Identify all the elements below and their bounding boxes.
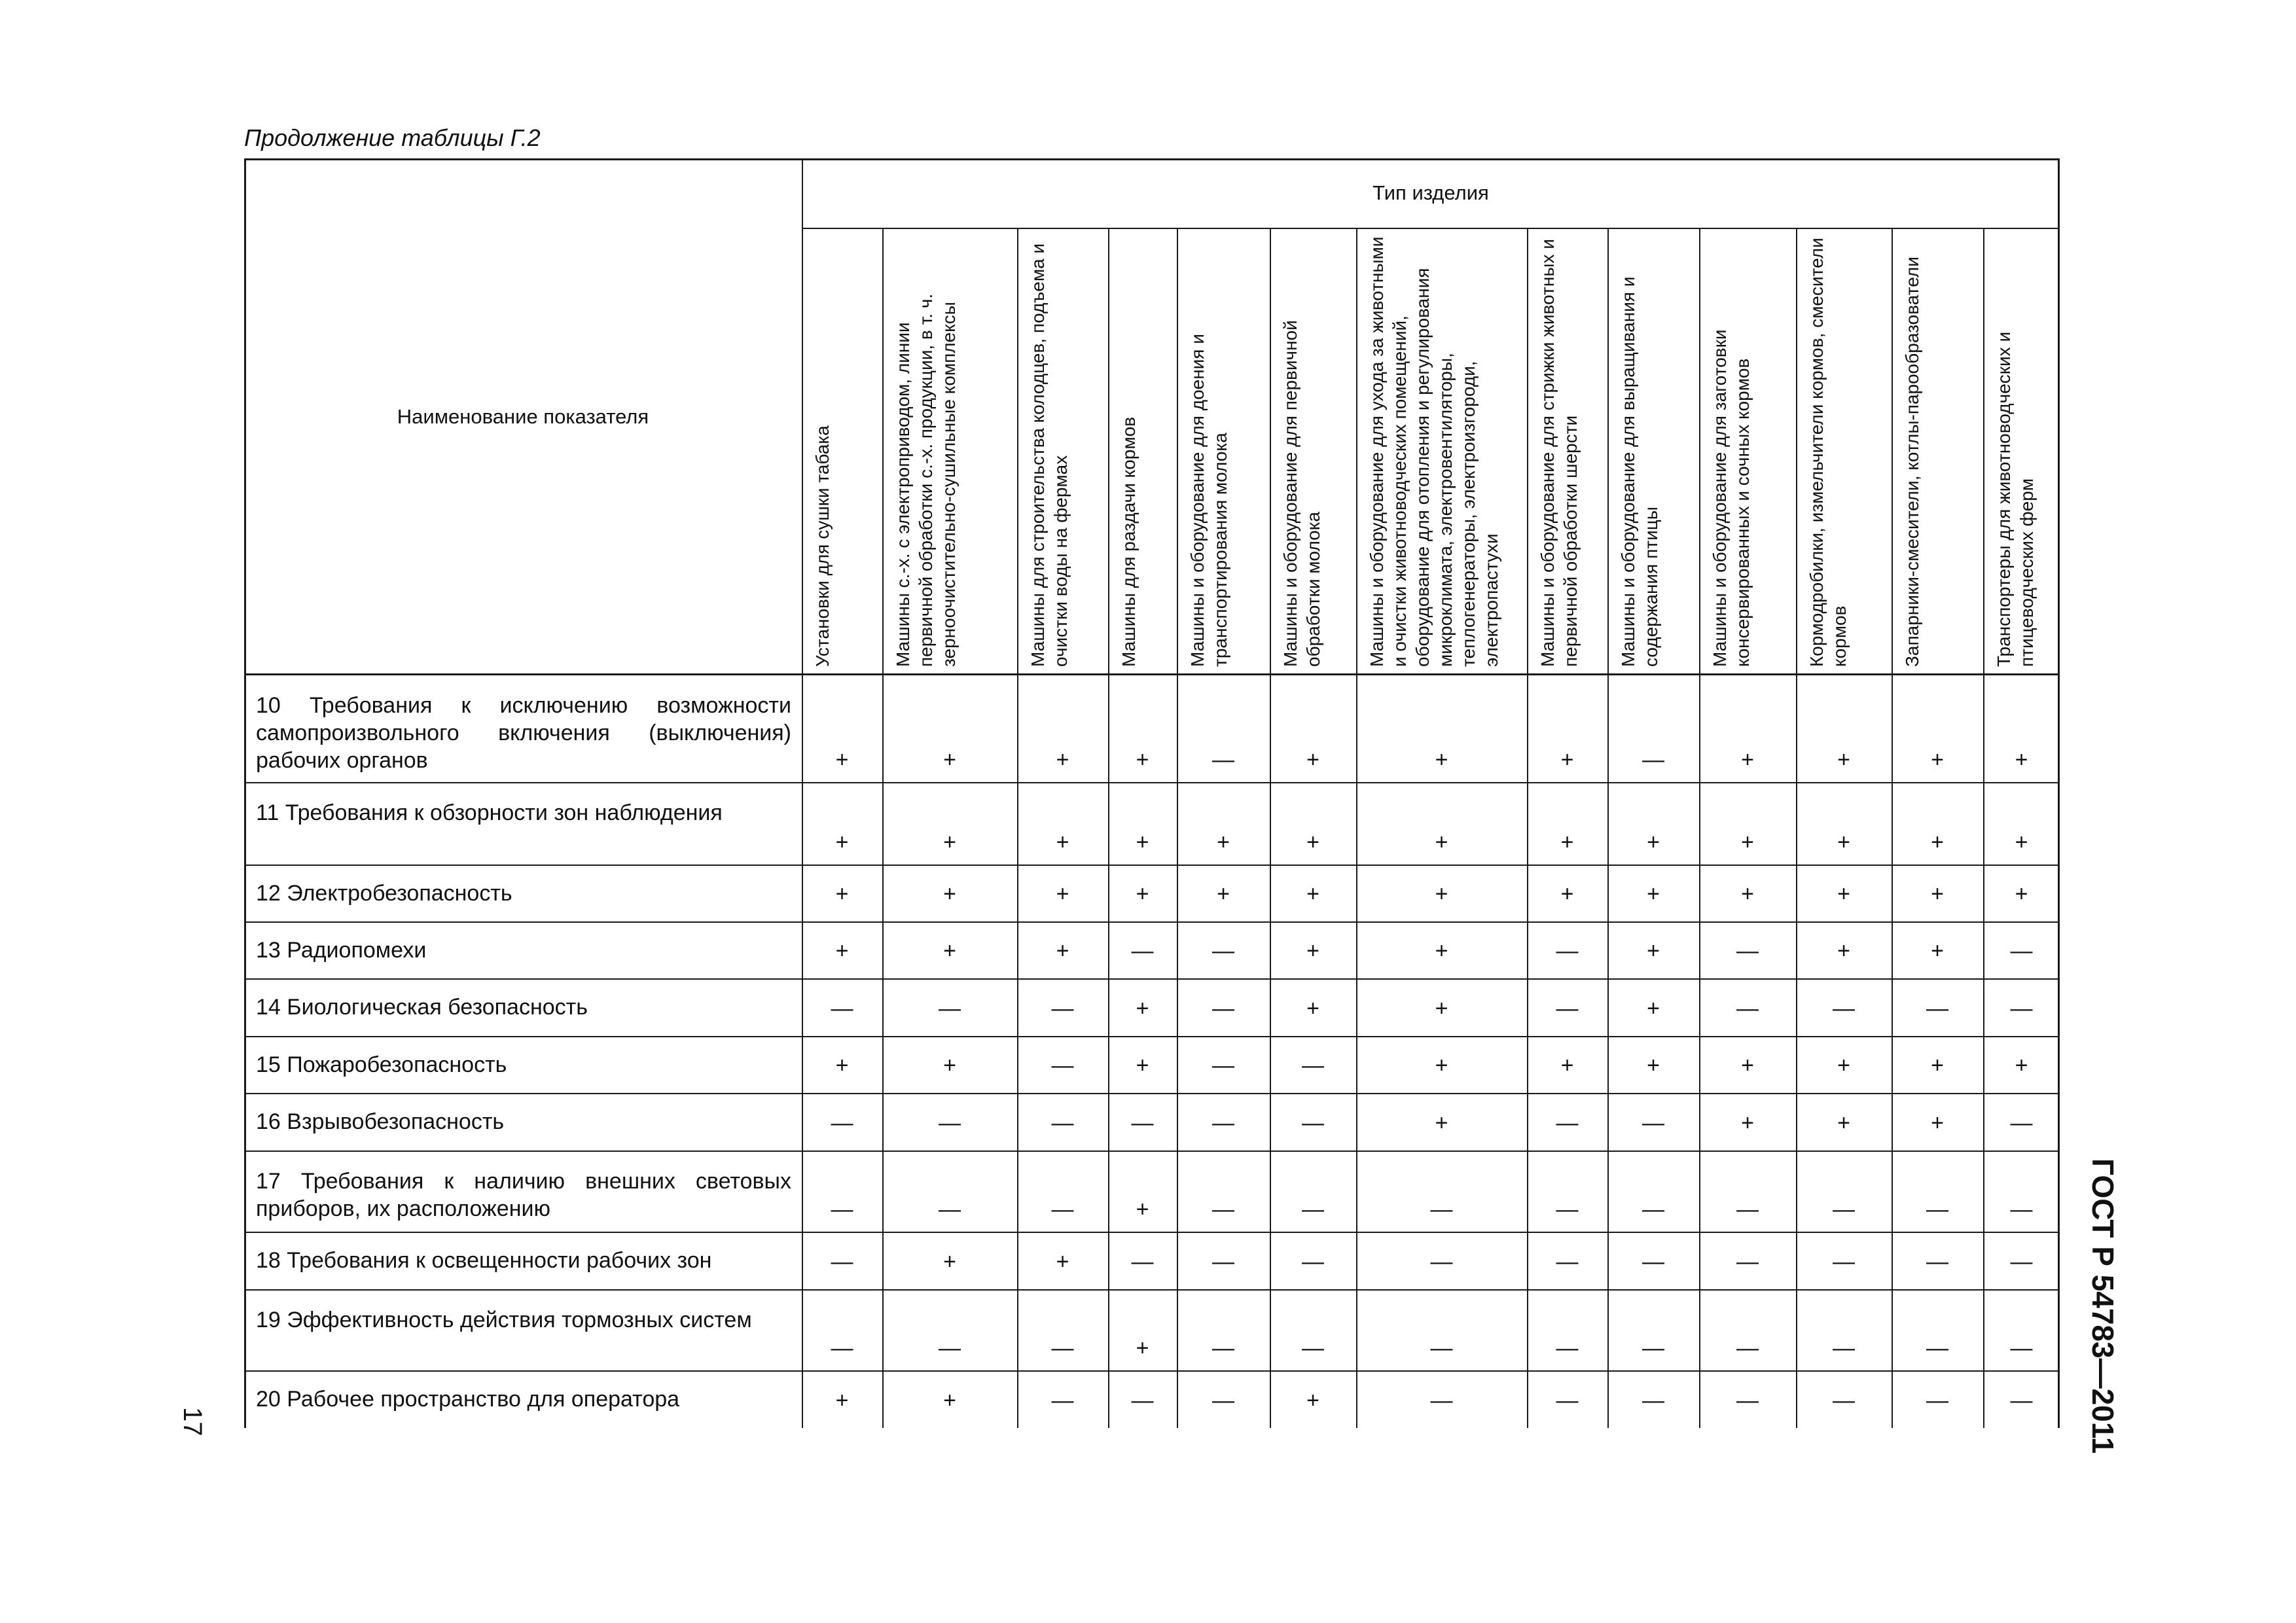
table-cell-mark: + [943,1053,956,1078]
table-cell-mark: — [1212,1197,1234,1222]
table-cell-mark: — [1642,1197,1664,1222]
column-divider [882,228,884,1428]
table-cell-mark: + [1136,1336,1149,1361]
column-header-name: Наименование показателя [397,404,649,428]
column-header-label: Машины и оборудование для стрижки животных и первичной обработки шерсти [1537,239,1581,667]
table-cell-mark: + [1435,830,1448,855]
table-cell-mark: — [1642,1388,1664,1413]
table-cell-mark: + [1837,882,1850,906]
column-divider [1177,228,1178,1428]
table-cell-mark: + [1136,1197,1149,1222]
table-cell-mark: + [1435,938,1448,963]
requirements-table [244,158,2060,1428]
column-header-label: Машины и оборудование для доения и транспортирования молока [1187,334,1230,667]
table-cell-mark: — [1212,1249,1234,1274]
table-cell-mark: — [1736,1388,1759,1413]
table-cell-mark: — [1212,1053,1234,1078]
table-cell-mark: — [831,996,853,1021]
column-divider [1892,228,1893,1428]
column-header-label: Машины и оборудование для выращивания и содержания птицы [1618,276,1661,667]
column-divider [1607,228,1609,1428]
table-cell-mark: + [1837,830,1850,855]
table-cell-mark: — [1926,1197,1948,1222]
table-cell-mark: + [1931,882,1944,906]
table-cell-mark: + [1647,1053,1660,1078]
table-cell-mark: — [1051,1053,1074,1078]
table-cell-mark: + [1306,882,1319,906]
table-cell-mark: — [2010,938,2033,963]
table-cell-mark: — [1212,938,1234,963]
table-cell-mark: — [1736,1249,1759,1274]
table-cell-mark: + [1306,830,1319,855]
table-cell-mark: — [1833,1388,1855,1413]
column-divider [1796,228,1797,1428]
table-cell-mark: + [835,830,849,855]
table-cell-mark: + [1056,882,1069,906]
table-cell-mark: — [1833,1249,1855,1274]
table-cell-mark: — [1051,1388,1074,1413]
table-cell-mark: — [831,1111,853,1135]
row-indicator-name: 18 Требования к освещенности рабочих зон [256,1248,712,1273]
table-caption: Продолжение таблицы Г.2 [244,124,541,151]
table-cell-mark: — [2010,1249,2033,1274]
row-divider [244,782,2060,783]
table-cell-mark: + [1056,1249,1069,1274]
table-cell-mark: — [1736,996,1759,1021]
table-cell-mark: — [1430,1197,1453,1222]
table-cell-mark: + [1647,938,1660,963]
table-cell-mark: — [1642,747,1664,772]
column-header-label: Машины для раздачи кормов [1119,416,1139,667]
table-cell-mark: — [831,1336,853,1361]
table-cell-mark: + [943,882,956,906]
table-cell-mark: — [2010,1388,2033,1413]
table-cell-mark: + [1136,830,1149,855]
table-cell-mark: + [2015,1053,2028,1078]
table-cell-mark: + [943,938,956,963]
table-cell-mark: + [1741,747,1754,772]
table-cell-mark: — [1212,1111,1234,1135]
table-cell-mark: + [1931,938,1944,963]
table-cell-mark: + [1136,882,1149,906]
table-cell-mark: — [1051,1197,1074,1222]
row-indicator-name: 14 Биологическая безопасность [256,995,588,1020]
table-cell-mark: — [1212,1336,1234,1361]
column-header-product [1177,228,1270,675]
table-cell-mark: — [1642,1336,1664,1361]
column-divider [1699,228,1700,1428]
table-cell-mark: + [1741,882,1754,906]
table-cell-mark: + [1931,747,1944,772]
table-cell-mark: — [1430,1249,1453,1274]
column-header-label: Запарники-смесители, котлы-парообразователи [1902,257,1922,667]
row-indicator-name: 16 Взрывобезопасность [256,1109,505,1134]
table-cell-mark: + [1435,747,1448,772]
row-indicator-name: 19 Эффективность действия тормозных систем [256,1308,752,1332]
table-cell-mark: + [943,830,956,855]
table-cell-mark: + [1306,996,1319,1021]
column-header-label: Машины с.-х. с электроприводом, линии первичной обработки с.-х. продукции, в т. ч. зерноочистительно-сушильные комплексы [893,293,959,667]
table-cell-mark: + [1056,938,1069,963]
table-cell-mark: — [1556,1111,1579,1135]
column-divider [1356,228,1357,1428]
table-cell-mark: + [943,1388,956,1413]
table-cell-mark: + [1741,1111,1754,1135]
table-cell-mark: + [1306,747,1319,772]
row-divider [244,1370,2060,1372]
table-cell-mark: — [1302,1111,1324,1135]
column-header-product [1527,228,1607,675]
column-header-product [802,228,882,675]
table-cell-mark: + [1435,996,1448,1021]
column-header-label: Машины и оборудование для первичной обработки молока [1280,320,1323,667]
table-cell-mark: + [1435,882,1448,906]
table-cell-mark: + [1217,830,1230,855]
table-cell-mark: — [1556,1388,1579,1413]
column-divider [1983,228,1984,1428]
row-divider [244,1093,2060,1094]
column-header-label: Транспортеры для животноводческих и птицеводческих ферм [1994,331,2037,667]
table-cell-mark: — [1051,996,1074,1021]
table-cell-mark: — [1556,1336,1579,1361]
column-divider [1108,228,1109,1428]
header-divider [802,228,2060,229]
row-indicator-name: 12 Электробезопасность [256,880,512,906]
table-cell-mark: — [939,1336,961,1361]
table-cell-mark: + [1136,996,1149,1021]
row-indicator-name: 17 Требования к наличию внешних световых приборов, их расположению [256,1169,791,1221]
table-cell-mark: — [2010,1336,2033,1361]
row-divider [244,1036,2060,1037]
row-indicator-name: 13 Радиопомехи [256,937,427,963]
table-cell-mark: — [1131,1249,1154,1274]
table-cell-mark: — [1926,1336,1948,1361]
table-cell-mark: — [1833,1336,1855,1361]
table-cell-mark: — [1302,1053,1324,1078]
table-cell-mark: — [1430,1336,1453,1361]
row-divider [244,1232,2060,1233]
column-header-label: Машины для строительства колодцев, подъема и очистки воды на фермах [1028,243,1071,667]
table-cell-mark: — [1302,1249,1324,1274]
table-cell-mark: + [1837,938,1850,963]
table-cell-mark: + [2015,882,2028,906]
table-cell-mark: — [1642,1111,1664,1135]
table-cell-mark: + [1837,747,1850,772]
column-header-label: Машины и оборудование для ухода за животными и очистки животноводческих помещений, оборудование для отопления и регулирования микроклимата, электровентиляторы, теплогенераторы, электроизгороди, электропастухи [1367,236,1501,667]
column-header-product [1892,228,1983,675]
table-cell-mark: — [2010,1111,2033,1135]
row-divider [244,978,2060,980]
table-cell-mark: — [1556,938,1579,963]
table-cell-mark: — [1131,1388,1154,1413]
column-header-product [1270,228,1356,675]
table-cell-mark: + [835,882,849,906]
row-indicator-name: 10 Требования к исключению возможности самопроизвольного включения (выключения) рабочих органов [256,693,791,773]
standard-code: ГОСТ Р 54783—2011 [2086,1158,2120,1454]
table-cell-mark: + [1837,1053,1850,1078]
table-cell-mark: + [2015,747,2028,772]
column-header-product [1108,228,1177,675]
table-cell-mark: + [1931,1053,1944,1078]
table-cell-mark: + [943,1249,956,1274]
table-cell-mark: — [1926,996,1948,1021]
header-bottom-border [244,673,2060,675]
table-cell-mark: + [1306,1388,1319,1413]
table-cell-mark: + [835,938,849,963]
table-cell-mark: + [1217,882,1230,906]
column-header-label: Установки для сушки табака [812,425,833,667]
table-cell-mark: — [1212,1388,1234,1413]
table-cell-mark: — [1430,1388,1453,1413]
table-cell-mark: — [1642,1249,1664,1274]
table-cell-mark: + [2015,830,2028,855]
table-cell-mark: — [1736,1336,1759,1361]
table-cell-mark: — [1131,1111,1154,1135]
table-cell-mark: — [1736,1197,1759,1222]
row-divider [244,921,2060,923]
table-cell-mark: + [1741,1053,1754,1078]
table-cell-mark: + [835,747,849,772]
table-cell-mark: — [1556,1197,1579,1222]
table-cell-mark: + [943,747,956,772]
name-column-divider [802,158,803,1428]
table-cell-mark: — [1926,1249,1948,1274]
row-indicator-name: 15 Пожаробезопасность [256,1052,507,1077]
column-header-label: Машины и оборудование для заготовки консервированных и сочных кормов [1710,329,1753,667]
table-cell-mark: — [1051,1336,1074,1361]
table-cell-mark: — [1302,1197,1324,1222]
row-indicator-name: 11 Требования к обзорности зон наблюдения [256,800,723,825]
table-cell-mark: + [1435,1111,1448,1135]
column-header-product [1356,228,1527,675]
page-number: 17 [178,1407,207,1436]
column-header-product [1796,228,1892,675]
column-header-product-type: Тип изделия [1372,181,1489,204]
table-cell-mark: + [1136,1053,1149,1078]
table-cell-mark: — [831,1197,853,1222]
column-header-product [1607,228,1699,675]
table-cell-mark: + [1435,1053,1448,1078]
table-cell-mark: — [1736,938,1759,963]
table-cell-mark: — [1556,1249,1579,1274]
column-divider [1527,228,1528,1428]
table-top-border [244,158,2060,160]
table-cell-mark: + [1056,747,1069,772]
table-cell-mark: — [1131,938,1154,963]
column-divider [1270,228,1271,1428]
table-cell-mark: — [1926,1388,1948,1413]
table-cell-mark: — [831,1249,853,1274]
column-header-product [882,228,1017,675]
table-cell-mark: + [1560,1053,1574,1078]
table-cell-mark: + [1056,830,1069,855]
table-cell-mark: + [1647,996,1660,1021]
table-cell-mark: + [1560,830,1574,855]
table-cell-mark: + [1931,1111,1944,1135]
table-right-border [2058,158,2060,1428]
table-cell-mark: + [835,1053,849,1078]
table-cell-mark: — [939,996,961,1021]
table-cell-mark: — [1051,1111,1074,1135]
table-cell-mark: + [1931,830,1944,855]
row-divider [244,865,2060,866]
table-cell-mark: — [2010,996,2033,1021]
table-cell-mark: + [1560,882,1574,906]
table-cell-mark: — [2010,1197,2033,1222]
column-divider [1017,228,1018,1428]
column-header-product [1699,228,1796,675]
table-cell-mark: + [1741,830,1754,855]
table-cell-mark: + [1560,747,1574,772]
column-header-product [1983,228,2060,675]
row-divider [244,1150,2060,1152]
table-left-border [244,158,246,1428]
table-cell-mark: + [1136,747,1149,772]
table-cell-mark: — [939,1197,961,1222]
table-cell-mark: — [1833,996,1855,1021]
table-cell-mark: + [1837,1111,1850,1135]
table-cell-mark: — [1212,747,1234,772]
table-cell-mark: — [1833,1197,1855,1222]
table-cell-mark: — [1302,1336,1324,1361]
table-cell-mark: + [1647,882,1660,906]
table-cell-mark: + [1647,830,1660,855]
column-header-label: Кормодробилки, измельчители кормов, смесители кормов [1806,238,1850,667]
row-divider [244,1289,2060,1291]
table-cell-mark: + [1306,938,1319,963]
table-cell-mark: — [939,1111,961,1135]
table-cell-mark: + [835,1388,849,1413]
table-cell-mark: — [1212,996,1234,1021]
table-cell-mark: — [1556,996,1579,1021]
column-header-product [1017,228,1108,675]
row-indicator-name: 20 Рабочее пространство для оператора [256,1387,680,1412]
